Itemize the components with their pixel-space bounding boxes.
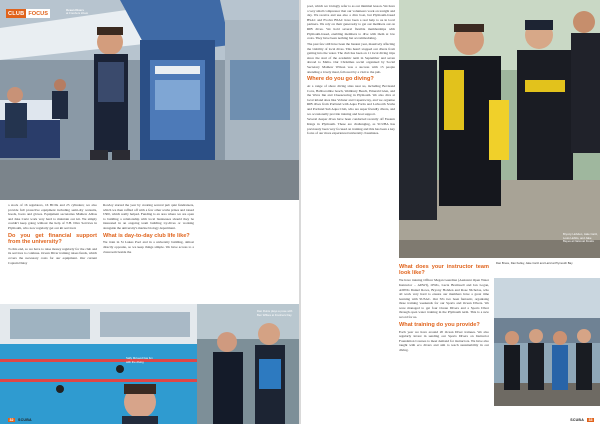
paragraph: To this end, so we have to raise money regularly for the club and its services to continue. Ocean Diver training raises funds, which covers the necessary costs for our equipment. Our current Captain Daisy [8,246,97,265]
right-column-2 [399,262,489,422]
caption-plymouth-bay: Dan Bruce, Dan Kelley, Jake Cartz and Laird at Plymouth Bay [496,261,573,265]
heading-instructor-team: What does your instructor team look like? [399,264,489,277]
right-folio [570,418,594,422]
heading-where-diving: Where do you go diving? [307,76,374,83]
banner-focus-label: FOCUS [28,10,48,17]
byline-title: Ocean Divers [66,8,84,12]
caption-divers-group: Bryony Hobden, Jake Cartz, Louis Hobbs, and Jake Bayes at National Kiosks [563,232,598,244]
paragraph: Rowley started the year by creating several pub quiz fundraisers, which we then raffled off with a few other scuba prizes and raised £300, which really helped. Funding is an area where we are open to building a relationship with local businesses should they be interested in an ongoing team building try-dives or working alongside the university's marine biology department. [103,203,194,230]
magazine-name: SCUBA [18,418,32,422]
heading-financial-support: Do you get financial support from the university? [8,232,97,245]
jetty-divers-photo [494,278,600,406]
paragraph: At a range of shore diving sites near us, including Bovisand Cove, Babbacombe beach, Wembury Beach, Emerald Glen, and the Wave Inn and Cheesewring in Plymouth. We also dive at local inland sites like Vobster and Capernwray, and we organise RIB dives from Portland with Aqua Fortis and Lulworth Scuba and Portland Sub Aqua Club, who are super friendly divers, and we occasionally provide training and boat support. [307,84,395,116]
right-column-1 [307,4,395,304]
left-column-1 [8,203,97,303]
caption-pool: Sally McLeod has fun with the diving [126,356,153,364]
magazine-name: SCUBA [570,418,584,422]
photo-byline [66,9,88,16]
paragraph: pool, which we lovingly refer to as our minimal lesson. We have a very small compressor that our volunteers work on tonight and day. We receive and use also a dive boat, but Plymouth-based BSAC and Evolve BSAC have been a real help to us in local partners. We rely on their generosity to get our members out on RIB dives. We hold several flexible memberships with Plymouth-based, enabling members to dive with them at low costs. They have been nothing but accommodating. [307,4,395,41]
left-column-2 [103,203,194,303]
section-banner [6,9,50,18]
paragraph: The past few still have been the busiest year, massively affecting the viability of local dives. This hasn't stopped our divers from getting into the water. The club has been on 11 local diving trips since the start of the academic term in September and seven abroad to Malta. Our Christmas social organised by Social Secretary Mathew Wilson was a success with 15 people attending a lovely meal, followed by a visit to the pub. [307,41,395,74]
left-page [0,0,299,424]
right-page [301,0,600,424]
paragraph: Each year we have around 20 Ocean Diver trainees. We also regularly invest in sending our Sports Divers on Instructor Foundation Courses to meet demand for instructors. We have also taught with eco divers and aim to teach sustainability in our diving. [399,329,489,352]
paragraph: We have training Officer Megan Guardian (Assistant Open Water Instructor – ADWI), OWIs, Lucia Bramwell and Ian Logan, ADWIs Daniel Rowe, Bryony Hobden and Rose Nicholas, who all work very hard to ensure our members have a great time learning with SUSAC. Our SI's two been fantastic, organising three training weekends for our Sports and Ocean Divers. We were managed to get four Ocean Divers and a Sports Diver through open water training in the Plymouth term. This is a new record for us. [399,278,489,320]
divers-group-photo [399,0,600,258]
caption-freshers: Dan Ruins plays a pose with Ben Wilkes at Freshers Day [257,309,293,317]
paragraph: We train in St Lukes Pool and in a university building, almost directly opposite, so we keep things simple. We have access to a classroom beside the [103,240,194,254]
paragraph: a stock of 16 regulators, 16 BCDs and 25 cylinders; we also provide full protective equipment including semi-dry wetsuits, hoods, boots and gloves. Equipment secretaries Mathew Abbas and Jake Cartz work very hard to maintain our kit. We simply couldn't keep going without the help of T.H. Dive Services in Plymouth, who now regularly get our kit serviced. [8,203,97,230]
heading-club-life: What is day-to-day club life like? [103,232,190,239]
freshers-stall-photo [0,0,299,200]
banner-club-label: CLUB [8,10,25,17]
left-folio [8,418,32,422]
pool-photo [0,304,197,424]
freshers-divers-photo [197,304,299,424]
heading-training: What training do you provide? [399,321,480,328]
byline-sub: at Freshers Week [66,11,89,16]
page-number: 32 [9,418,14,422]
paragraph: Several deeper dives have been conducted recently off Eastern Kings in Plymouth. These are challenging, as SCUBA has previously been very focused on training and this has been a key focus of our more experienced university classmates. [307,117,395,136]
page-number: 33 [588,418,593,422]
